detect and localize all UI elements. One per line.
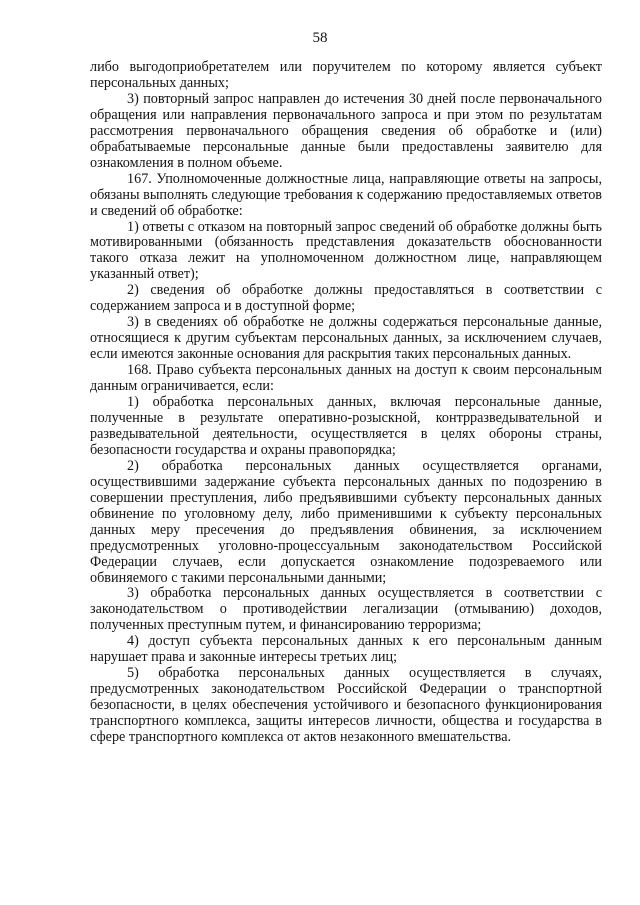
paragraph-168-item-5: 5) обработка персональных данных осуществляется в случаях, предусмотренных законодательством Российской Федерации о транспортной безопасности, в целях обеспечения устойчивого и безопасного функционирования транспортного комплекса, защиты интересов личности, общества и государства в сфере транспортного комплекса от актов незаконного вмешательства. xyxy=(90,665,602,746)
paragraph-167-item-3: 3) в сведениях об обработке не должны содержаться персональные данные, относящиеся к другим субъектам персональных данных, за исключением случаев, если имеются законные основания для раскрытия таких персональных данных. xyxy=(90,314,602,363)
paragraph-168-item-4: 4) доступ субъекта персональных данных к его персональным данным нарушает права и законные интересы третьих лиц; xyxy=(90,633,602,666)
paragraph-168-item-1: 1) обработка персональных данных, включая персональные данные, полученные в результате оперативно-розыскной, контрразведывательной и разведывательной деятельности, осуществляется в целях обороны страны, безопасности государства и охраны правопорядка; xyxy=(90,394,602,458)
paragraph-167-item-2: 2) сведения об обработке должны предоставляться в соответствии с содержанием запроса и в доступной форме; xyxy=(90,282,602,315)
paragraph-item-3-repeat-request: 3) повторный запрос направлен до истечения 30 дней после первоначального обращения или направления первоначального запроса и при этом по результатам рассмотрения первоначального обращения сведения об обработке и (или) обрабатываемые персональные данные были предоставлены заявителю для ознакомления в полном объеме. xyxy=(90,90,602,171)
paragraph-168-item-2: 2) обработка персональных данных осуществляется органами, осуществившими задержание субъекта персональных данных по подозрению в совершении преступления, либо предъявившими субъекту персональных данных обвинение по уголовному делу, либо применившими к субъекту персональных данных меру пресечения до предъявления обвинения, за исключением предусмотренных уголовно-процессуальным законодательством Российской Федерации случаев, если допускается ознакомление подозреваемого или обвиняемого с такими персональными данными; xyxy=(90,457,602,586)
paragraph-167-item-1: 1) ответы с отказом на повторный запрос сведений об обработке должны быть мотивированными (обязанность представления доказательств обоснованности такого отказа лежит на уполномоченном должностном лице, направляющем указанный ответ); xyxy=(90,218,602,283)
page-number: 58 xyxy=(312,30,328,46)
paragraph-168-item-3: 3) обработка персональных данных осуществляется в соответствии с законодательством о противодействии легализации (отмыванию) доходов, полученных преступным путем, и финансированию терроризма; xyxy=(90,585,602,634)
document-body xyxy=(90,60,602,746)
paragraph-section-168: 168. Право субъекта персональных данных на доступ к своим персональным данным ограничивается, если: xyxy=(90,362,602,395)
paragraph-section-167: 167. Уполномоченные должностные лица, направляющие ответы на запросы, обязаны выполнять следующие требования к содержанию предоставляемых ответов и сведений об обработке: xyxy=(90,170,602,219)
paragraph-continuation: либо выгодоприобретателем или поручителем по которому является субъект персональных данных; xyxy=(90,59,602,91)
